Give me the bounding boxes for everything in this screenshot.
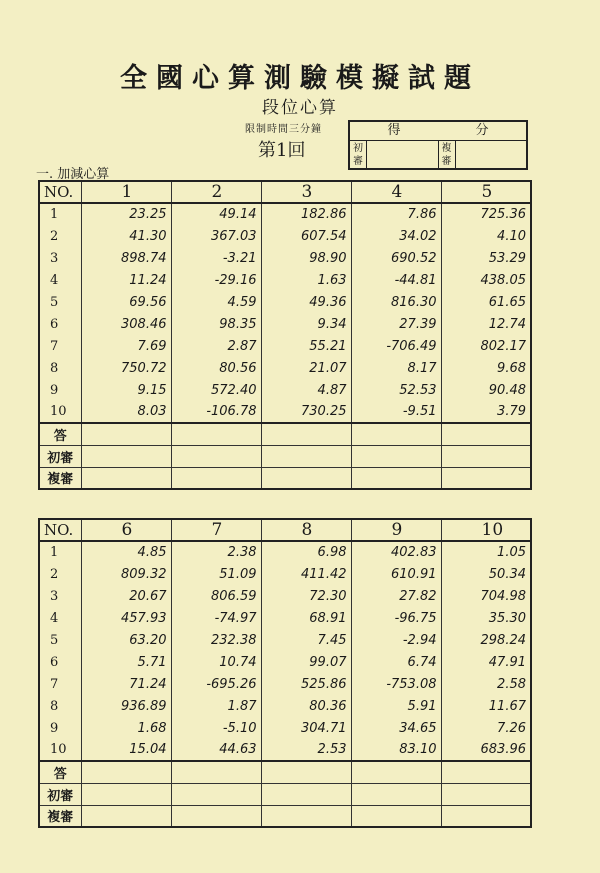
problem-value: 10.74: [171, 651, 261, 673]
problem-value: 12.74: [441, 313, 531, 335]
table-row: [39, 357, 531, 379]
problem-value: 8.17: [351, 357, 441, 379]
problem-value: 5.91: [351, 695, 441, 717]
problem-value: 3.79: [441, 401, 531, 423]
problem-value: 6.98: [261, 541, 351, 563]
table-row: [39, 629, 531, 651]
answer-cell[interactable]: [171, 467, 261, 489]
column-header: 1: [81, 181, 171, 203]
column-header: 4: [351, 181, 441, 203]
row-number: 3: [39, 585, 81, 607]
answer-cell[interactable]: [171, 445, 261, 467]
first-review-label: 初審: [350, 141, 367, 170]
no-header: NO.: [39, 519, 81, 541]
table-row: [39, 379, 531, 401]
problem-value: 4.85: [81, 541, 171, 563]
column-header: 8: [261, 519, 351, 541]
problem-value: 4.87: [261, 379, 351, 401]
answer-cell[interactable]: [351, 783, 441, 805]
problem-value: 7.26: [441, 717, 531, 739]
problem-value: 50.34: [441, 563, 531, 585]
table-row: [39, 401, 531, 423]
table-row: [39, 291, 531, 313]
table-row: [39, 541, 531, 563]
row-number: 5: [39, 291, 81, 313]
row-number: 3: [39, 247, 81, 269]
row-number: 4: [39, 607, 81, 629]
problem-value: 730.25: [261, 401, 351, 423]
first-review-row-label: 初審: [39, 445, 81, 467]
problem-value: 402.83: [351, 541, 441, 563]
problem-value: 72.30: [261, 585, 351, 607]
problem-value: 304.71: [261, 717, 351, 739]
problem-value: -44.81: [351, 269, 441, 291]
table-row: [39, 585, 531, 607]
problem-value: 27.39: [351, 313, 441, 335]
problem-value: 936.89: [81, 695, 171, 717]
problem-value: 9.15: [81, 379, 171, 401]
row-number: 2: [39, 563, 81, 585]
problem-value: -106.78: [171, 401, 261, 423]
table-row: [39, 717, 531, 739]
answer-cell[interactable]: [261, 445, 351, 467]
page-title: 全國心算測驗模擬試題: [120, 63, 480, 94]
problem-value: 4.59: [171, 291, 261, 313]
column-header: 2: [171, 181, 261, 203]
row-number: 10: [39, 739, 81, 761]
row-number: 1: [39, 541, 81, 563]
answer-cell[interactable]: [81, 467, 171, 489]
problem-value: 23.25: [81, 203, 171, 225]
answer-cell[interactable]: [81, 445, 171, 467]
answer-cell[interactable]: [351, 761, 441, 783]
problem-value: 80.36: [261, 695, 351, 717]
problem-value: 704.98: [441, 585, 531, 607]
problem-value: -706.49: [351, 335, 441, 357]
first-review-row: [39, 445, 531, 467]
problem-value: -2.94: [351, 629, 441, 651]
problem-value: 69.56: [81, 291, 171, 313]
answer-cell[interactable]: [171, 783, 261, 805]
problem-value: 21.07: [261, 357, 351, 379]
row-number: 9: [39, 717, 81, 739]
table-header-row: [39, 519, 531, 541]
row-number: 4: [39, 269, 81, 291]
problem-table-1: [38, 180, 532, 490]
problem-value: 7.45: [261, 629, 351, 651]
second-review-row-label: 複審: [39, 467, 81, 489]
problem-value: -3.21: [171, 247, 261, 269]
problem-value: 55.21: [261, 335, 351, 357]
problem-value: 35.30: [441, 607, 531, 629]
problem-value: 6.74: [351, 651, 441, 673]
answer-cell[interactable]: [261, 783, 351, 805]
problem-value: 83.10: [351, 739, 441, 761]
row-number: 10: [39, 401, 81, 423]
table-row: [39, 651, 531, 673]
row-number: 5: [39, 629, 81, 651]
row-number: 2: [39, 225, 81, 247]
problem-value: 572.40: [171, 379, 261, 401]
problem-value: 1.68: [81, 717, 171, 739]
problem-value: 2.38: [171, 541, 261, 563]
problem-value: -29.16: [171, 269, 261, 291]
problem-value: 690.52: [351, 247, 441, 269]
second-review-row-label: 複審: [39, 805, 81, 827]
answer-cell[interactable]: [441, 805, 531, 827]
answer-row-label: 答: [39, 423, 81, 445]
answer-cell[interactable]: [81, 761, 171, 783]
answer-cell[interactable]: [261, 467, 351, 489]
problem-value: 809.32: [81, 563, 171, 585]
second-review-label: 複審: [439, 141, 456, 170]
problem-value: 27.82: [351, 585, 441, 607]
table-row: [39, 269, 531, 291]
table-row: [39, 563, 531, 585]
section-label: 一. 加減心算: [36, 167, 110, 182]
problem-value: 2.53: [261, 739, 351, 761]
table-row: [39, 247, 531, 269]
row-number: 7: [39, 335, 81, 357]
row-number: 8: [39, 695, 81, 717]
problem-value: 53.29: [441, 247, 531, 269]
problem-value: 683.96: [441, 739, 531, 761]
problem-value: 99.07: [261, 651, 351, 673]
problem-value: 725.36: [441, 203, 531, 225]
problem-value: 47.91: [441, 651, 531, 673]
first-review-row: [39, 783, 531, 805]
problem-value: 1.63: [261, 269, 351, 291]
row-number: 8: [39, 357, 81, 379]
second-review-row: [39, 805, 531, 827]
answer-cell[interactable]: [351, 467, 441, 489]
problem-value: 457.93: [81, 607, 171, 629]
problem-value: -74.97: [171, 607, 261, 629]
answer-row: [39, 761, 531, 783]
problem-value: 9.68: [441, 357, 531, 379]
row-number: 1: [39, 203, 81, 225]
problem-value: 8.03: [81, 401, 171, 423]
problem-value: 7.69: [81, 335, 171, 357]
first-review-field[interactable]: [367, 141, 439, 170]
answer-cell[interactable]: [81, 805, 171, 827]
problem-value: 68.91: [261, 607, 351, 629]
problem-value: 20.67: [81, 585, 171, 607]
problem-value: 2.58: [441, 673, 531, 695]
answer-row: [39, 423, 531, 445]
problem-value: -5.10: [171, 717, 261, 739]
problem-value: 15.04: [81, 739, 171, 761]
column-header: 6: [81, 519, 171, 541]
answer-cell[interactable]: [171, 805, 261, 827]
answer-cell[interactable]: [351, 445, 441, 467]
column-header: 3: [261, 181, 351, 203]
table-row: [39, 203, 531, 225]
answer-cell[interactable]: [351, 423, 441, 445]
problem-value: 898.74: [81, 247, 171, 269]
row-number: 7: [39, 673, 81, 695]
problem-value: 806.59: [171, 585, 261, 607]
problem-value: 11.24: [81, 269, 171, 291]
score-box: [348, 120, 528, 170]
problem-value: 51.09: [171, 563, 261, 585]
table-row: [39, 695, 531, 717]
problem-value: 90.48: [441, 379, 531, 401]
problem-value: 61.65: [441, 291, 531, 313]
answer-cell[interactable]: [441, 783, 531, 805]
column-header: 9: [351, 519, 441, 541]
problem-value: 802.17: [441, 335, 531, 357]
table-row: [39, 313, 531, 335]
answer-row-label: 答: [39, 761, 81, 783]
problem-value: 98.90: [261, 247, 351, 269]
problem-value: 182.86: [261, 203, 351, 225]
problem-value: 525.86: [261, 673, 351, 695]
problem-value: 1.05: [441, 541, 531, 563]
answer-cell[interactable]: [441, 467, 531, 489]
problem-value: 438.05: [441, 269, 531, 291]
problem-value: 367.03: [171, 225, 261, 247]
problem-value: 49.36: [261, 291, 351, 313]
row-number: 6: [39, 313, 81, 335]
problem-value: 411.42: [261, 563, 351, 585]
table-row: [39, 739, 531, 761]
problem-table-2: [38, 518, 532, 828]
answer-cell[interactable]: [441, 423, 531, 445]
problem-value: 308.46: [81, 313, 171, 335]
score-label-left: 得: [387, 123, 401, 138]
answer-cell[interactable]: [261, 423, 351, 445]
problem-value: 80.56: [171, 357, 261, 379]
answer-cell[interactable]: [351, 805, 441, 827]
problem-value: 71.24: [81, 673, 171, 695]
answer-cell[interactable]: [261, 805, 351, 827]
row-number: 6: [39, 651, 81, 673]
problem-value: 610.91: [351, 563, 441, 585]
answer-cell[interactable]: [81, 783, 171, 805]
problem-value: 34.02: [351, 225, 441, 247]
column-header: 7: [171, 519, 261, 541]
second-review-row: [39, 467, 531, 489]
answer-cell[interactable]: [441, 761, 531, 783]
table-row: [39, 607, 531, 629]
table-row: [39, 673, 531, 695]
first-review-row-label: 初審: [39, 783, 81, 805]
no-header: NO.: [39, 181, 81, 203]
problem-value: 232.38: [171, 629, 261, 651]
problem-value: 98.35: [171, 313, 261, 335]
time-limit: 限制時間三分鐘: [245, 124, 322, 135]
answer-cell[interactable]: [171, 761, 261, 783]
problem-value: 2.87: [171, 335, 261, 357]
column-header: 10: [441, 519, 531, 541]
problem-value: 44.63: [171, 739, 261, 761]
problem-value: 4.10: [441, 225, 531, 247]
column-header: 5: [441, 181, 531, 203]
answer-cell[interactable]: [261, 761, 351, 783]
table-row: [39, 225, 531, 247]
problem-value: -695.26: [171, 673, 261, 695]
problem-value: 816.30: [351, 291, 441, 313]
problem-value: 63.20: [81, 629, 171, 651]
table-row: [39, 335, 531, 357]
problem-value: 34.65: [351, 717, 441, 739]
problem-value: -96.75: [351, 607, 441, 629]
problem-value: 298.24: [441, 629, 531, 651]
problem-value: 41.30: [81, 225, 171, 247]
problem-value: 52.53: [351, 379, 441, 401]
problem-value: 11.67: [441, 695, 531, 717]
table-header-row: [39, 181, 531, 203]
answer-cell[interactable]: [81, 423, 171, 445]
problem-value: 7.86: [351, 203, 441, 225]
answer-cell[interactable]: [441, 445, 531, 467]
problem-value: -9.51: [351, 401, 441, 423]
problem-value: 607.54: [261, 225, 351, 247]
problem-value: 5.71: [81, 651, 171, 673]
problem-value: -753.08: [351, 673, 441, 695]
score-label-right: 分: [475, 123, 489, 138]
page-subtitle: 段位心算: [262, 98, 338, 118]
answer-cell[interactable]: [171, 423, 261, 445]
problem-value: 750.72: [81, 357, 171, 379]
problem-value: 9.34: [261, 313, 351, 335]
problem-value: 1.87: [171, 695, 261, 717]
second-review-field[interactable]: [456, 141, 527, 170]
problem-value: 49.14: [171, 203, 261, 225]
round-label: 第1回: [258, 140, 306, 161]
row-number: 9: [39, 379, 81, 401]
